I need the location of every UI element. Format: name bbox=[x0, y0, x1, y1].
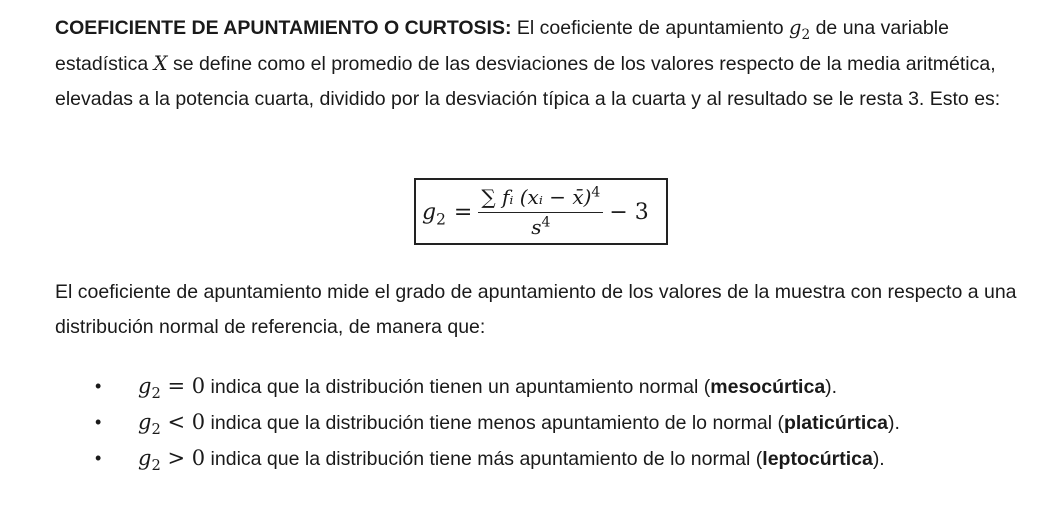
condition-expression: $g_2 < 0$ bbox=[138, 410, 206, 439]
section-heading: COEFICIENTE DE APUNTAMIENTO O CURTOSIS: bbox=[55, 17, 512, 39]
condition-term: leptocúrtica bbox=[762, 448, 873, 470]
intro-text-2: de una variable estadística bbox=[55, 17, 949, 75]
condition-text: indica que la distribución tienen un apuntamiento normal ( bbox=[205, 376, 711, 398]
condition-term: platicúrtica bbox=[783, 412, 889, 434]
bullet-icon: • bbox=[95, 412, 102, 432]
formula-minus-three: − 3 bbox=[609, 199, 649, 225]
intro-text-3: se define como el promedio de las desviaciones de los valores respecto de la media aritmética, elevadas a la potencia cuarta, dividido por la desviación típica a la cuarta y al resultado se le resta 3. Esto es: bbox=[55, 53, 1001, 110]
formula-fraction bbox=[478, 184, 603, 240]
formula-denominator: $s^4$ bbox=[531, 214, 551, 239]
condition-term: mesocúrtica bbox=[710, 376, 826, 398]
list-item-leptocurtica: • $g_2 > 0$ indica que la distribución tiene más apuntamiento de lo normal (leptocúrtica). bbox=[95, 441, 1035, 477]
condition-expression: $g_2 > 0$ bbox=[138, 446, 206, 475]
intro-paragraph bbox=[55, 10, 1030, 117]
explanation-block bbox=[55, 275, 1030, 345]
document-body bbox=[55, 10, 1030, 117]
kurtosis-cases-list bbox=[95, 369, 1035, 477]
explanation-paragraph: El coeficiente de apuntamiento mide el grado de apuntamiento de los valores de la muestra con respecto a una distribución normal de referencia, de manera que: bbox=[55, 281, 1017, 338]
list-item-mesocurtica: • $g_2 = 0$ indica que la distribución tienen un apuntamiento normal (mesocúrtica). bbox=[95, 369, 1035, 405]
condition-text: indica que la distribución tiene menos apuntamiento de lo normal ( bbox=[205, 412, 784, 434]
bullet-icon: • bbox=[95, 376, 102, 396]
x-symbol: X bbox=[153, 52, 168, 75]
g2-symbol: $g_2$ bbox=[789, 16, 811, 43]
intro-text-1: El coeficiente de apuntamiento bbox=[511, 17, 789, 39]
kurtosis-formula bbox=[422, 180, 649, 244]
formula-lhs: $g_2$ bbox=[422, 199, 446, 228]
condition-expression: $g_2 = 0$ bbox=[138, 374, 206, 403]
list-item-platicurtica: • $g_2 < 0$ indica que la distribución tiene menos apuntamiento de lo normal (platicúrtica). bbox=[95, 405, 1035, 441]
kurtosis-formula-box bbox=[414, 178, 668, 245]
formula-equals: = bbox=[453, 199, 473, 225]
condition-text: indica que la distribución tiene más apuntamiento de lo normal ( bbox=[205, 448, 763, 470]
formula-numerator: ∑ fᵢ (xᵢ − x̄)$^4$ bbox=[478, 184, 603, 213]
bullet-icon: • bbox=[95, 448, 102, 468]
